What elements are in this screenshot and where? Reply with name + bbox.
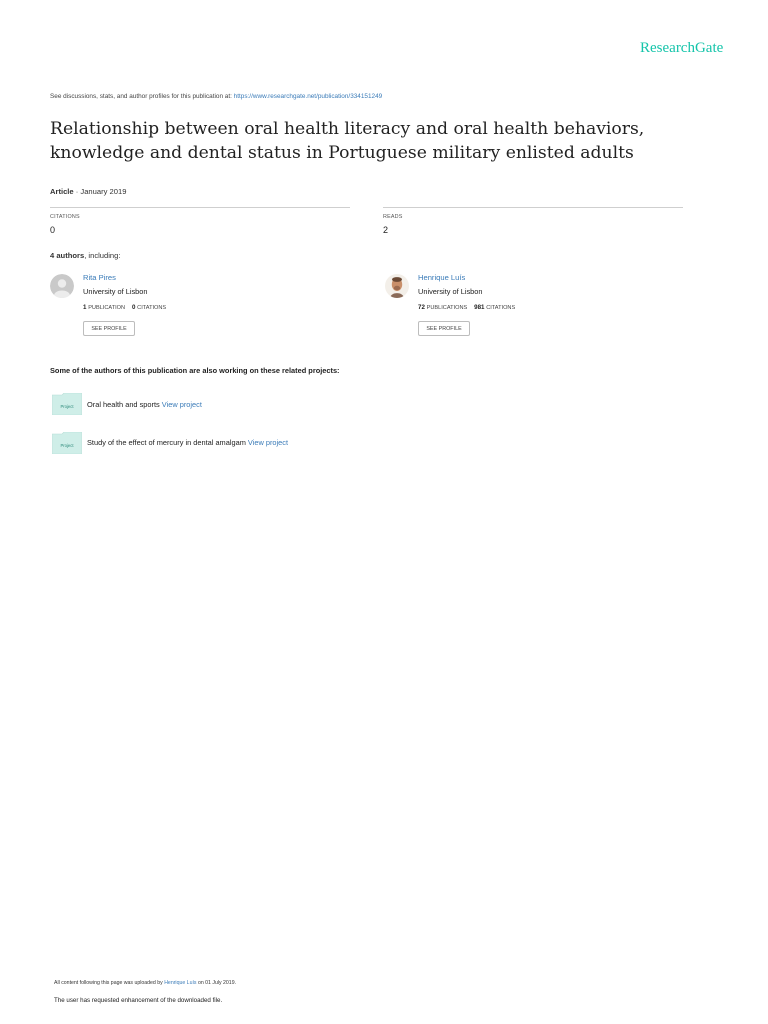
- upload-suffix: on 01 July 2019.: [197, 980, 237, 986]
- citations-label: CITATIONS: [50, 214, 80, 220]
- project-item-1: [87, 400, 202, 409]
- author-1-citations-count: 0: [131, 304, 136, 311]
- publication-title: Relationship between oral health literacy and oral health behaviors, knowledge and dental status in Portuguese military enlisted adults: [50, 119, 645, 163]
- view-project-link-2[interactable]: View project: [247, 438, 289, 447]
- project-folder-icon-2: [52, 432, 82, 454]
- discussion-line: [50, 93, 382, 100]
- discussion-text: See discussions, stats, and author profiles for this publication at:: [50, 93, 232, 100]
- enhancement-note: The user has requested enhancement of the downloaded file.: [54, 997, 223, 1004]
- projects-heading: Some of the authors of this publication are also working on these related projects:: [50, 366, 340, 375]
- researchgate-logo[interactable]: ResearchGate: [640, 40, 724, 56]
- see-profile-button-2[interactable]: SEE PROFILE: [418, 321, 470, 336]
- author-2-citations-count: 981: [474, 304, 485, 311]
- author-avatar-1[interactable]: [50, 274, 74, 298]
- author-2-publications-label: PUBLICATIONS: [426, 305, 468, 311]
- upload-note: [54, 980, 236, 986]
- author-1-citations-label: CITATIONS: [137, 305, 167, 311]
- view-project-link-1[interactable]: View project: [161, 400, 202, 409]
- reads-value: 2: [383, 225, 389, 235]
- see-profile-button-1[interactable]: SEE PROFILE: [83, 321, 135, 336]
- author-institution-2: University of Lisbon: [418, 287, 483, 296]
- publication-date: · January 2019: [75, 187, 127, 196]
- project-folder-icon-1: [52, 393, 82, 415]
- author-1-publications-label: PUBLICATION: [88, 305, 126, 311]
- divider-right: [383, 207, 683, 208]
- project-title-2: Study of the effect of mercury in dental amalgam: [87, 438, 246, 447]
- author-1-publications-count: 1: [83, 304, 87, 311]
- author-stats-1: [83, 304, 166, 311]
- publication-url-link[interactable]: https://www.researchgate.net/publication/334151249: [233, 93, 383, 100]
- upload-prefix: All content following this page was uploaded by: [54, 980, 163, 986]
- authors-suffix: , including:: [84, 251, 121, 260]
- project-title-1: Oral health and sports: [87, 400, 160, 409]
- author-stats-2: [418, 304, 515, 311]
- project-item-2: [87, 438, 288, 447]
- project-icon-label-1: Project: [60, 404, 74, 409]
- author-name-1[interactable]: Rita Pires: [83, 273, 116, 282]
- author-institution-1: University of Lisbon: [83, 287, 148, 296]
- author-2-citations-label: CITATIONS: [486, 305, 516, 311]
- publication-type: Article: [50, 187, 74, 196]
- citations-value: 0: [50, 225, 56, 235]
- author-2-publications-count: 72: [418, 304, 425, 311]
- project-icon-label-2: Project: [60, 443, 74, 448]
- uploader-link[interactable]: Henrique Luís: [164, 980, 197, 986]
- author-avatar-2[interactable]: [385, 274, 409, 298]
- publication-meta: [50, 187, 126, 196]
- divider-left: [50, 207, 350, 208]
- authors-header: [50, 251, 121, 260]
- author-name-2[interactable]: Henrique Luís: [418, 273, 466, 282]
- authors-count: 4 authors: [50, 251, 85, 260]
- reads-label: READS: [383, 214, 403, 220]
